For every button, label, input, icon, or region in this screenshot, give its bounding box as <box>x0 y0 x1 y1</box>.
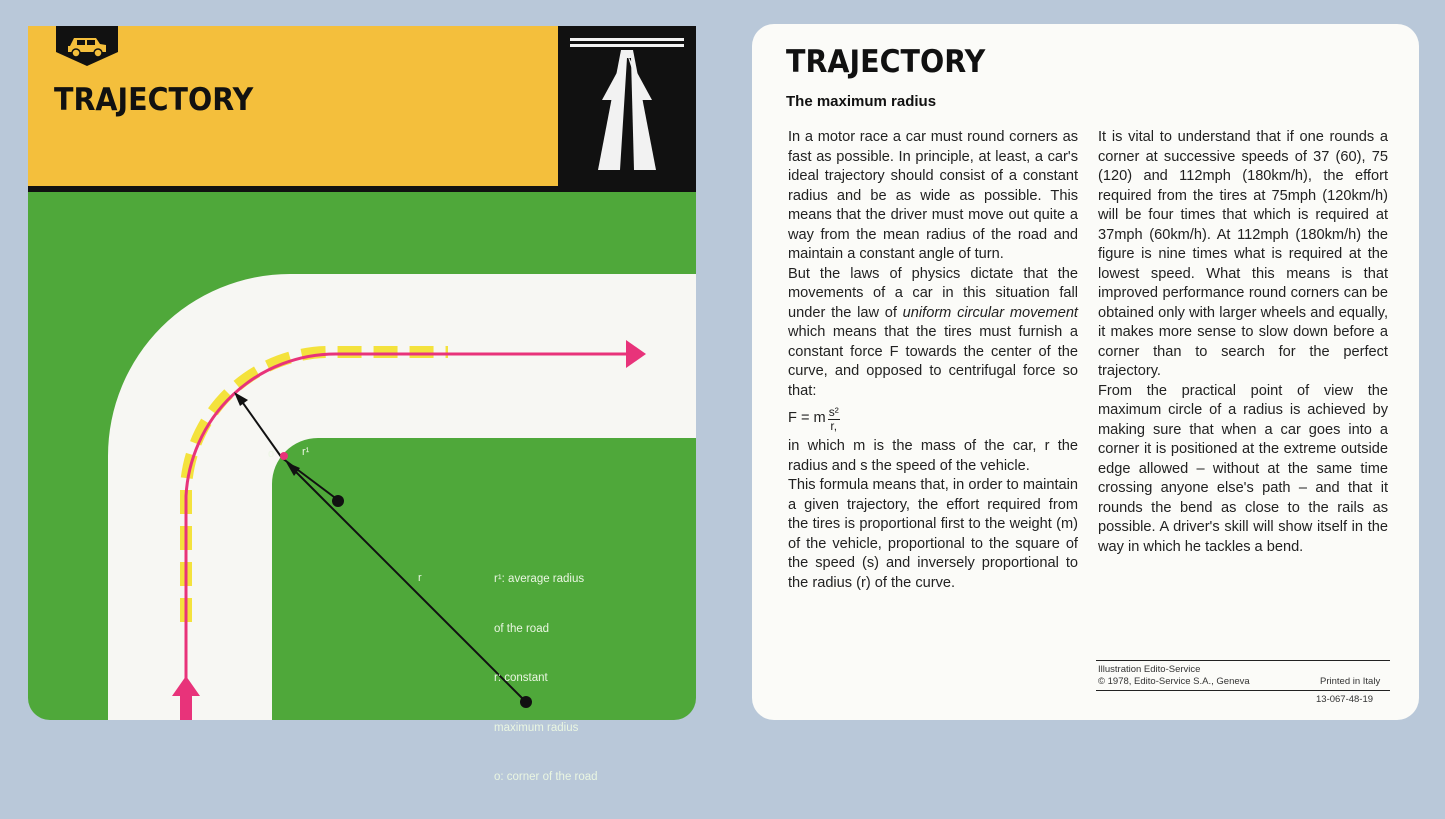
paragraph: in which m is the mass of the car, r the radius and s the speed of the vehicle. <box>788 438 1078 474</box>
label-r1: r¹ <box>302 446 310 458</box>
legend-line: r¹: average radius <box>494 573 585 585</box>
footer-illustration: Illustration Edito-Service <box>1098 664 1201 675</box>
diagram-legend <box>494 538 598 819</box>
footer-rule-top <box>1096 660 1390 661</box>
legend-line: r: constant <box>494 672 548 684</box>
legend-line: of the road <box>494 622 549 635</box>
card-back <box>752 24 1419 720</box>
formula-denominator: r, <box>830 418 838 433</box>
paragraph: From the practical point of view the maximum circle of a radius is achieved by making sure that when a car goes into a corner it is positioned at the extreme outside edge allowed – without at the same time crossing anyone else's path – and that it rounds the bend as close to the rails as possible. A driver's skill will show itself in the way in which he tackles a bend. <box>1098 382 1388 555</box>
formula-fraction <box>828 406 840 433</box>
text-column-left <box>788 128 1078 593</box>
paragraph: In a motor race a car must round corners as fast as possible. In principle, at least, a car's ideal trajectory should consist of a constant radius and be as wide as possible. This means that the driver must move out quite a way from the mean radius of the road and maintain a constant angle of turn. <box>788 129 1078 262</box>
text-column-right <box>1098 128 1388 557</box>
label-r: r <box>418 572 422 584</box>
front-title: TRAJECTORY <box>54 82 254 118</box>
legend-line: maximum radius <box>494 721 579 734</box>
paragraph: This formula means that, in order to maintain a given trajectory, the effort required from the tires is proportional first to the weight (m) of the vehicle, proportional to the square of the speed (s) and inversely proportional to the radius (r) of the curve. <box>788 477 1078 591</box>
label-o: o <box>268 448 275 460</box>
paragraph-text: But the laws of physics dictate that the movements of a car in this situation fall under the law of <box>788 265 1078 321</box>
footer-copyright: © 1978, Edito-Service S.A., Geneva <box>1098 676 1250 687</box>
footer-printed: Printed in Italy <box>1320 676 1381 687</box>
back-subtitle: The maximum radius <box>786 93 937 110</box>
paragraph-text: which means that the tires must furnish a constant force F towards the center of the curve, and opposed to centrifugal force so that: <box>788 324 1078 399</box>
footer-code: 13-067-48-19 <box>1316 694 1374 705</box>
force-formula <box>788 401 1078 437</box>
paragraph <box>788 265 1078 402</box>
legend-line: o: corner of the road <box>494 771 598 783</box>
footer-rule-bottom <box>1096 690 1390 691</box>
formula-numerator: s² <box>828 404 839 419</box>
formula-lhs: F = m <box>788 410 826 427</box>
card-front <box>28 26 696 783</box>
emphasis-text: uniform circular movement <box>902 304 1078 321</box>
paragraph: It is vital to understand that if one rounds a corner at successive speeds of 37 (60), 75 (120) and 112mph (180km/h), the effort required from the tires at 75mph (120km/h) will be four times that which is required at 37mph (60km/h). At 112mph (180km/h) the figure is nine times what is required at the lowest speed. What this means is that improved performance round corners can be obtained only with larger wheels and equally, it makes more sense to slow down before a corner than to search for the perfect trajectory. <box>1098 129 1388 379</box>
back-title: TRAJECTORY <box>786 44 986 80</box>
